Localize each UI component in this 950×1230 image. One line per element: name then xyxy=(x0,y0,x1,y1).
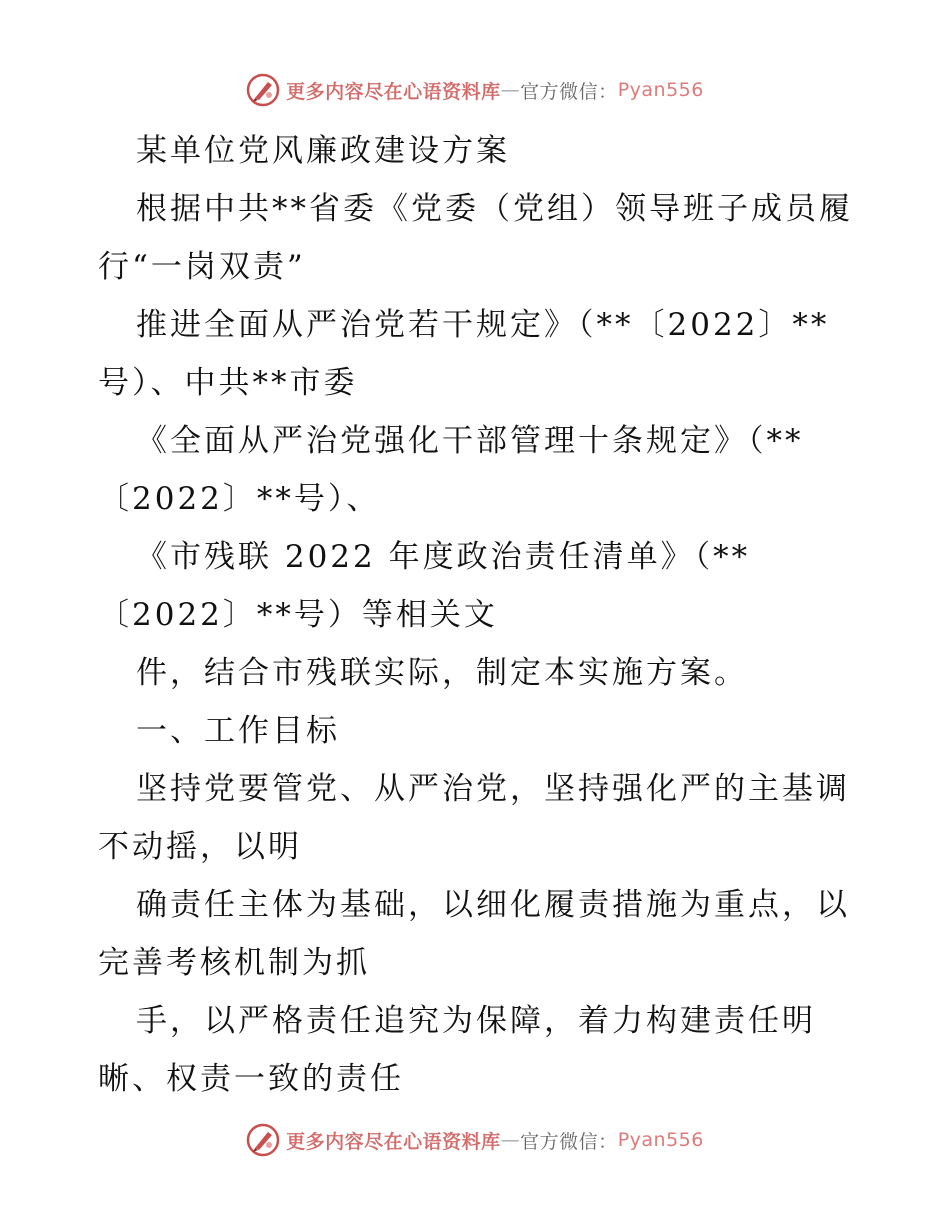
paragraph-line: 坚持党要管党、从严治党，坚持强化严的主基调 xyxy=(136,771,850,807)
paragraph-line: 《市残联 2022 年度政治责任清单》（** xyxy=(136,539,751,575)
document-body xyxy=(98,122,858,1108)
paragraph-line: 手，以严格责任追究为保障，着力构建责任明 xyxy=(136,1003,816,1039)
paragraph-line: 号）、中共**市委 xyxy=(98,365,358,401)
paragraph-line: 件，结合市残联实际，制定本实施方案。 xyxy=(136,655,748,691)
paragraph-line: 确责任主体为基础，以细化履责措施为重点，以 xyxy=(136,887,850,923)
watermark-title: 更多内容尽在心语资料库 xyxy=(286,80,501,103)
paragraph-line: 根据中共**省委《党委（党组）领导班子成员履 xyxy=(136,191,853,227)
quill-logo-icon xyxy=(246,1123,280,1157)
watermark-banner-bottom xyxy=(0,1118,950,1162)
section-heading: 一、工作目标 xyxy=(136,713,340,749)
watermark-separator: — xyxy=(500,1129,521,1151)
paragraph-line: 《全面从严治党强化干部管理十条规定》（** xyxy=(136,423,804,459)
paragraph-line: 〔2022〕**号）、 xyxy=(98,481,381,517)
watermark-title: 更多内容尽在心语资料库 xyxy=(286,1130,501,1153)
paragraph-line: 完善考核机制为抓 xyxy=(98,945,370,981)
watermark-wechat-id: Pyan556 xyxy=(617,1129,704,1151)
watermark-banner-top xyxy=(0,68,950,112)
paragraph-line: 晰、权责一致的责任 xyxy=(98,1061,404,1097)
paragraph-line: 〔2022〕**号）等相关文 xyxy=(98,597,498,633)
paragraph-line: 行“一岗双责” xyxy=(98,249,306,285)
document-title: 某单位党风廉政建设方案 xyxy=(136,133,510,169)
watermark-separator: — xyxy=(500,79,521,101)
watermark-wechat-label: 官方微信： xyxy=(520,80,618,103)
quill-logo-icon xyxy=(246,73,280,107)
watermark-wechat-id: Pyan556 xyxy=(617,79,704,101)
paragraph-line: 不动摇，以明 xyxy=(98,829,302,865)
watermark-wechat-label: 官方微信： xyxy=(520,1130,618,1153)
paragraph-line: 推进全面从严治党若干规定》（**〔2022〕** xyxy=(136,307,830,343)
